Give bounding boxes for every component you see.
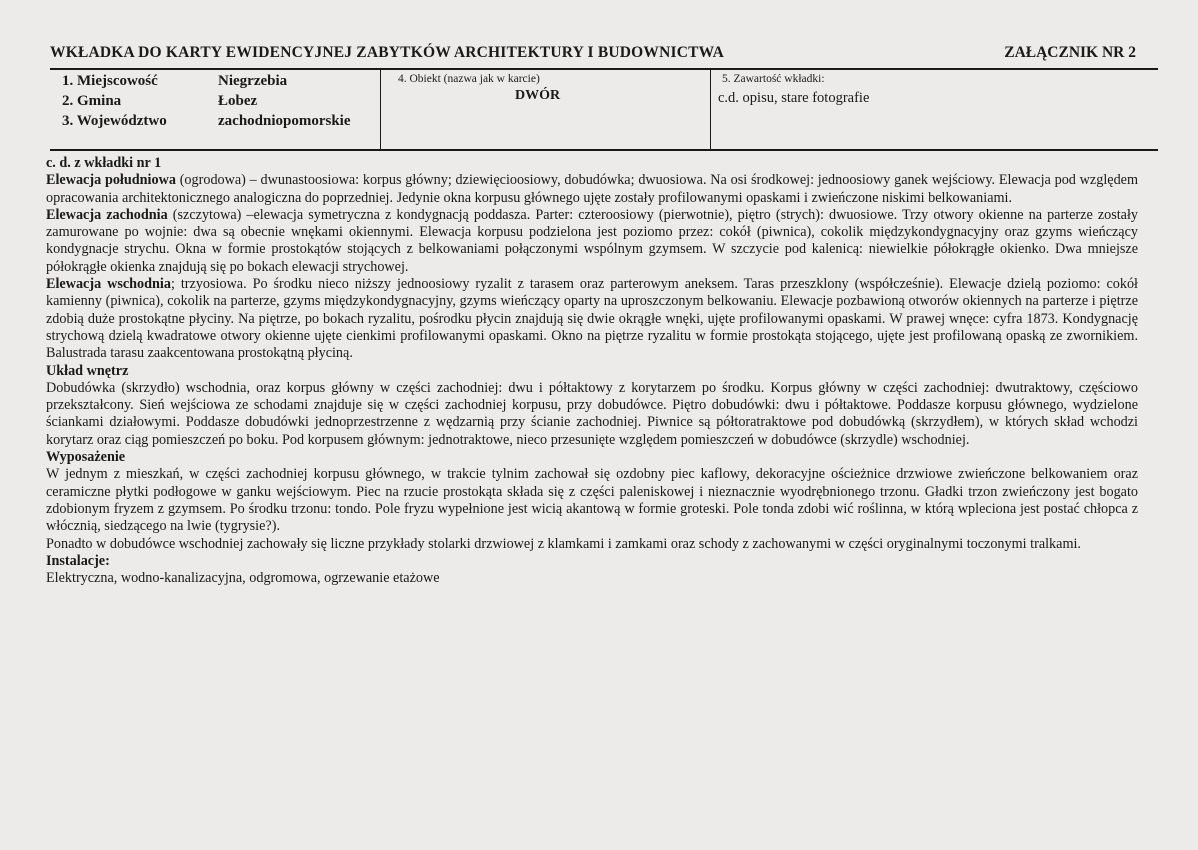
equipment-text-2: Ponadto w dobudówce wschodniej zachowały się liczne przykłady stolarki drzwiowej z klamkami i zamkami oraz schody z zachowanymi w części oryginalnymi toczonymi tralkami.: [46, 535, 1081, 552]
equipment-heading: Wyposażenie: [46, 449, 126, 466]
east-elevation-text: ; trzyosiowa. Po środku nieco niższy jednoosiowy ryzalit z tarasem oraz parterowym aneksem. Taras przeszklony (współcześnie). Elewacje dzielą poziomo: cokół kamienny (piwnica), cokolik na parterze, gzyms międzykondygnacyjny, gzyms wieńczący oparty na uproszczonym belkowaniu. Elewacje pozbawioną otworów okiennych na parterze i piętrze zdobią duże prostokątne płyciny. Na piętrze, po bokach ryzalitu, pośrodku płycin znajdują się dwie okrągłe wnęki, ujęte profilowanymi opaskami. W prawej wnęce: cyfra 1873. Kondygnację strychową dzielą kwadratowe otwory okienne ujęte cienkimi profilowanymi opaskami. Okno na piętrze ryzalitu w formie prostokąta stojącego, ujęte jest profilowaną opaską ze zwornikiem. Balustrada tarasu zaakcentowana prostokątną płyciną.: [46, 276, 1138, 362]
locality-value: Niegrzebia: [218, 73, 288, 89]
west-elevation-paragraph: [46, 207, 1138, 276]
object-name: DWÓR: [515, 88, 561, 103]
south-elevation-heading: Elewacja południowa: [46, 172, 176, 189]
object-label: 4. Obiekt (nazwa jak w karcie): [398, 73, 540, 85]
installations-heading: Instalacje:: [46, 552, 110, 569]
west-elevation-text: (szczytowa) –elewacja symetryczna z kondygnacją poddasza. Parter: czteroosiowy (pierwotnie), piętro (strych): dwuosiowe. Trzy otwory okienne na parterze zostały zamurowane po wojnie: dwa są obecnie wnękami okiennymi. Elewacja korpusu podzielona jest poziomo przez: cokół (piwnica), cokolik międzykondygnacyjny oraz gzyms wieńczący kondygnacje strychu. Okna w formie prostokątów stojących z belkowaniami połączonymi wspólnym gzymsem. W szczycie pod kalenicą: niewielkie półokrągłe okienko. Dwa mniejsze półokrągłe okienka znajdują się po bokach elewacji strychowej.: [46, 206, 1139, 275]
annex-number: ZAŁĄCZNIK NR 2: [1004, 44, 1136, 61]
voivodeship-label: 3. Województwo: [62, 113, 167, 129]
table-divider-2: [710, 68, 711, 150]
voivodeship-value: zachodniopomorskie: [218, 113, 351, 129]
south-elevation-paragraph: [46, 172, 1138, 207]
commune-value: Łobez: [218, 93, 258, 109]
document-title: WKŁADKA DO KARTY EWIDENCYJNEJ ZABYTKÓW ARCHITEKTURY I BUDOWNICTWA: [50, 44, 725, 61]
west-elevation-heading: Elewacja zachodnia: [46, 206, 168, 223]
installations-text: Elektryczna, wodno-kanalizacyjna, odgromowa, ogrzewanie etażowe: [46, 570, 440, 587]
equipment-text-1: W jednym z mieszkań, w części zachodniej korpusu głównego, w trakcie tylnim zachował się ozdobny piec kaflowy, dekoracyjne ościeżnice drzwiowe zwieńczone belkowaniem oraz ceramiczne płytki podłogowe w ganku wejściowym. Piec na rzucie prostokąta składa się z części paleniskowej i nieznacznie wyodrębnionego trzonu. Gładki trzon zwieńczony jest bogato zdobionym fryzem z gzymsem. Po środku trzonu: tondo. Pole fryzu wypełnione jest wicią akantową w formie groteski. Pole tonda zdobi wić roślinna, w którą wpleciona jest postać chłopca z włócznią, siedzącego na lwie (tygrysie?).: [46, 466, 1138, 535]
insert-content-label: 5. Zawartość wkładki:: [722, 73, 825, 85]
table-top-rule: [50, 68, 1158, 70]
locality-label: 1. Miejscowość: [62, 73, 158, 89]
interior-layout-text: Dobudówka (skrzydło) wschodnia, oraz korpus główny w części zachodniej: dwu i półtaktowy z korytarzem po środku. Korpus główny w części zachodniej: dwutraktowy, częściowo przekształcony. Sień wejściowa ze schodami znajduje się w części zachodniej korpusu, przy dobudówce. Piętro dobudówki: dwu i półtaktowe. Poddasze korpusu głównego, wydzielone ściankami działowymi. Poddasze dobudówki jednoprzestrzenne z wędzarnią przy ścianie zachodniej. Piwnice są półtoratraktowe pod dobudówką (skrzydłem), w których skład wchodzi korytarz oraz ciąg pomieszczeń po boku. Pod korpusem głównym: jednotraktowe, nieco przesunięte względem pomieszczeń w dobudówce (skrzydle) wschodniej.: [46, 379, 1138, 448]
table-divider-1: [380, 68, 381, 150]
interior-layout-heading: Układ wnętrz: [46, 362, 129, 379]
continuation-note: c. d. z wkładki nr 1: [46, 155, 162, 171]
description-body: [46, 155, 1138, 587]
insert-content-value: c.d. opisu, stare fotografie: [718, 90, 870, 106]
commune-label: 2. Gmina: [62, 93, 122, 109]
east-elevation-heading: Elewacja wschodnia: [46, 276, 171, 293]
east-elevation-paragraph: [46, 276, 1138, 362]
table-bottom-rule: [50, 149, 1158, 151]
south-elevation-text: (ogrodowa) – dwunastoosiowa: korpus główny; dziewięcioosiowy, dobudówka; dwuosiowa. Na osi środkowej: jednoosiowy ganek wejściowy. Elewacja pod względem opracowania architektonicznego analogiczna do poprzedniej. Jedynie okna korpusu głównego ujęte zostały profilowanymi opaskami i zwieńczone niskimi belkowaniami.: [46, 172, 1138, 206]
